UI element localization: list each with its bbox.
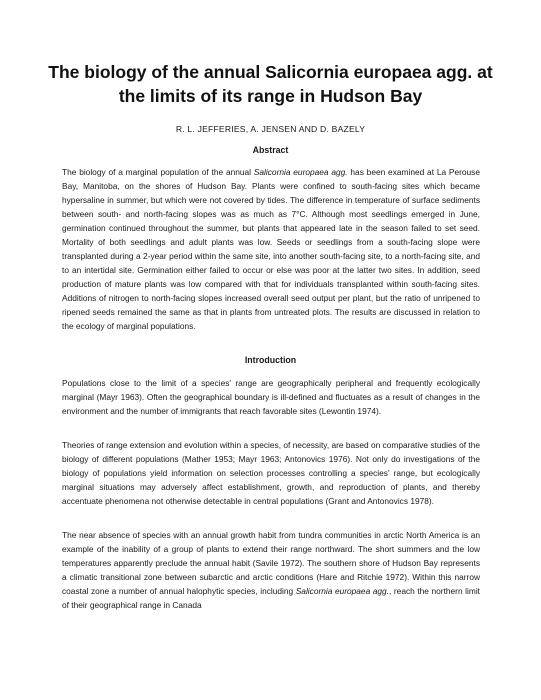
abstract-text-rest: has been examined at La Perouse Bay, Manitoba, on the shores of Hudson Bay. Plants were confined to south-facing sites which became hypersaline in summer, but which were not covered by tides. The difference in temperature of surface sediments between south- and north-facing slopes was as much as 7°C. Although most seedlings emerged in June, germination continued throughout the summer, but plants that appeared late in the season failed to set seed. Mortality of both seedlings and adult plants was low. Seeds or seedlings from a south-facing slope were transplanted during a 2-year period within the same site, into another south-facing site, to a north-facing site, and to an intertidal site. Germination either failed to occur or else was poor at the latter two sites. In addition, seed production of mature plants was low compared with that for individuals transplanted within south-facing sites. Additions of nitrogen to north-facing slopes increased overall seed output per plant, but the ratio of unripened to ripened seeds remained the same as that in plants from untreated plots. The results are discussed in relation to the ecology of marginal populations. [62,167,480,331]
intro-paragraph-3 [62,528,480,612]
abstract-heading: Abstract [252,145,289,155]
intro-paragraph-1: Populations close to the limit of a species' range are geographically peripheral and frequently ecologically marginal (Mayr 1963). Often the geographical boundary is ill-defined and fluctuates as a result of changes in the environment and the number of immigrants that reach favorable sites (Lewontin 1974). [62,378,480,416]
intro-paragraph-2: Theories of range extension and evolution within a species, of necessity, are based on comparative studies of the biology of different populations (Mather 1953; Mayr 1963; Antonovics 1976). Not only do investigations of the biology of populations yield information on selection processes controlling a species' range, but ecologically marginal situations may adversely affect establishment, growth, and reproduction of plants, and thereby accentuate phenomena not otherwise detectable in central populations (Grant and Antonovics 1978). [62,440,480,506]
abstract-species-name: Salicornia europaea agg. [253,167,348,177]
title-line-1: The biology of the annual Salicornia europaea agg. at [48,62,493,82]
intro-p3-species-name: Salicornia europaea agg. [295,586,390,596]
introduction-heading: Introduction [244,355,297,365]
title-line-2: the limits of its range in Hudson Bay [118,86,423,106]
intro-p3-text-start: The near absence of species with an annual growth habit from tundra communities in arctic North America is an example of the inability of a group of plants to extend their range northward. The short summers and the low temperatures apparently preclude the annual habit (Savile 1972). The southern shore of Hudson Bay represents a climatic transitional zone between subarctic and arctic conditions (Hare and Ritchie 1972). Within this narrow coastal zone a number of annual halophytic species, including [62,530,480,596]
intro-p3-text-end: , reach the northern limit of their geographical range in Canada [62,586,480,610]
paper-title [40,60,501,108]
author-list: R. L. JEFFERIES, A. JENSEN AND D. BAZELY [175,124,366,134]
abstract-text-start: The biology of a marginal population of the annual [62,167,254,177]
abstract-paragraph [62,165,480,333]
